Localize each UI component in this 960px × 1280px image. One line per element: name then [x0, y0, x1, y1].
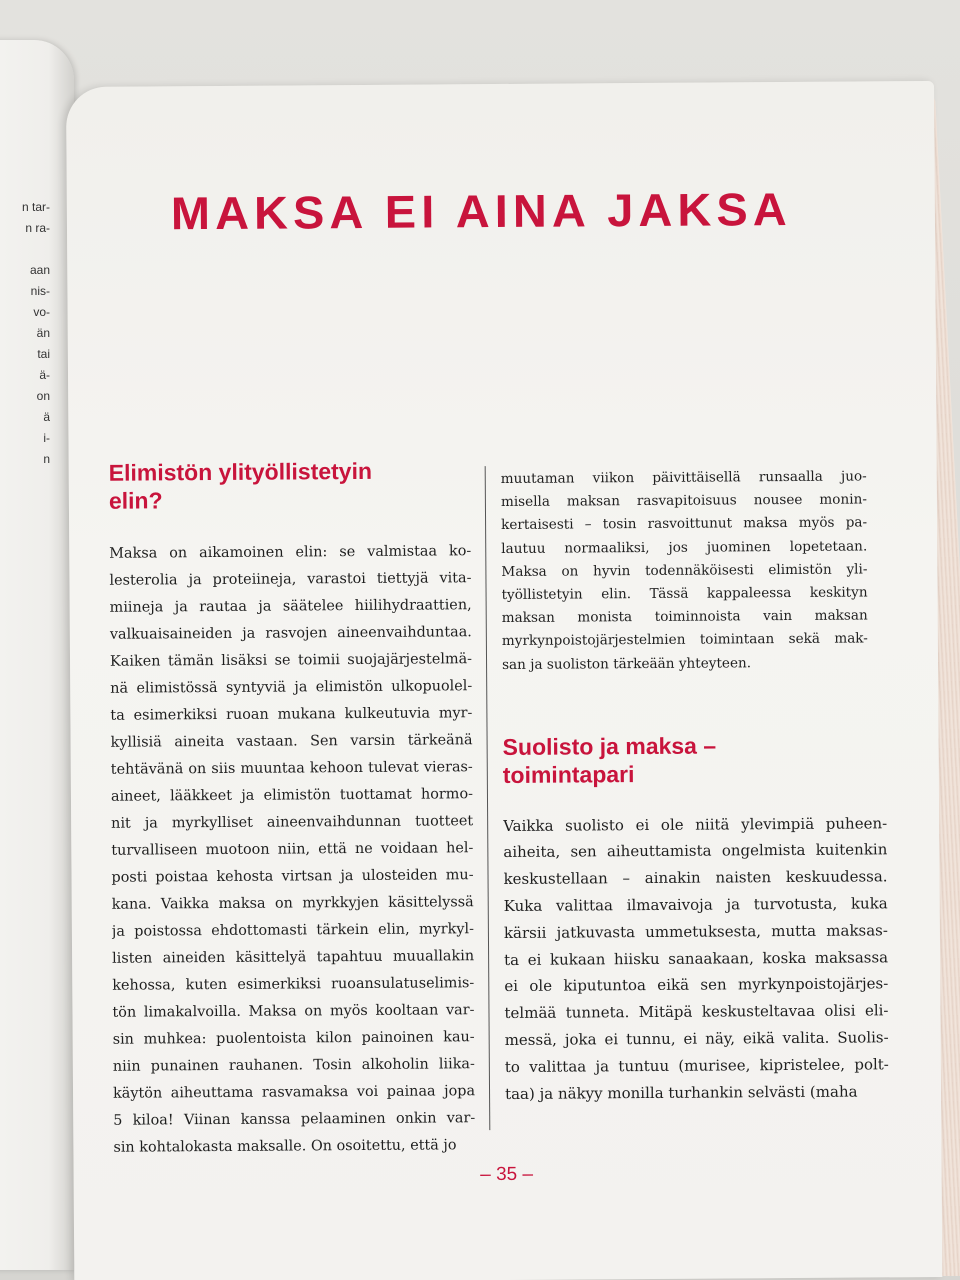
text-line: kärsii jatkuvasta ummetuksesta, mutta maksas-	[503, 921, 888, 942]
text-line: telmää tunneta. Mitäpä keskusteltavaa olisi eli-	[504, 1001, 889, 1023]
section-suolisto	[503, 730, 906, 1108]
left-page-fragment: i-	[43, 431, 50, 445]
left-page-fragment: tai	[37, 347, 50, 361]
left-page-edge	[0, 40, 74, 1270]
text-line: sin muhkea: puolentoista kilon painoinen kau-	[112, 1029, 475, 1048]
left-page-fragment: ä	[43, 410, 50, 424]
text-line: maksan monista toiminnoista vain maksan	[501, 607, 868, 627]
text-line: 5 kiloa! Viinan kanssa pelaaminen onkin var-	[113, 1110, 476, 1129]
page-number: – 35 –	[480, 1163, 534, 1186]
left-page-fragment: n ra-	[25, 221, 50, 235]
left-page-fragment	[0, 242, 50, 263]
text-line: Kuka valittaa ilmavaivoja ja turvotusta, kuka	[503, 894, 888, 916]
text-line: ta ei kukaan hiisku sanaakaan, koska maksassa	[504, 947, 889, 969]
right-column	[501, 465, 905, 1107]
text-line: lautuu normaaliksi, jos juominen lopetetaan.	[501, 538, 868, 557]
text-line: tehtävänä on siis muuntaa kehoon tulevat vieras-	[110, 759, 473, 778]
section-heading-suolisto	[503, 730, 903, 789]
left-page-fragment: än	[36, 326, 50, 340]
left-page-fragment: nis-	[30, 284, 50, 298]
chapter-title: MAKSA EI AINA JAKSA	[170, 182, 792, 240]
text-line: miineja ja rautaa ja säätelee hiilihydraattien,	[109, 597, 472, 616]
text-line: listen aineiden käsittelyä tapahtuu muuallakin	[112, 948, 475, 967]
section-body	[503, 810, 905, 1108]
text-line: messä, joka ei tunnu, ei näy, eikä valita. Suolis-	[504, 1028, 889, 1050]
text-line: valkuaisaineiden ja rasvojen aineenvaihduntaa.	[109, 624, 472, 643]
left-column	[109, 456, 494, 1162]
text-line: kyllisiä aineita vastaan. Sen varsin tärkeänä	[110, 732, 473, 751]
text-line: ta esimerkiksi ruoan mukana kulkeutuvia myr-	[110, 705, 473, 724]
left-page-fragment: n	[43, 452, 50, 466]
text-line: myrkynpoistojärjestelmien toimintaan sekä mak-	[501, 630, 868, 650]
section-body-continued	[501, 465, 902, 676]
text-line: Kaiken tämän lisäksi se toimii suojajärjestelmä-	[109, 651, 473, 670]
left-page-text-fragments	[0, 200, 50, 473]
left-page-fragment: vo-	[33, 305, 50, 319]
text-line: keskustellaan – ainakin naisten keskuudessa.	[503, 867, 888, 889]
text-line: nä elimistössä syntyviä ja elimistön ulkopuolel-	[110, 678, 473, 697]
text-line: sin kohtalokasta maksalle. On osoitettu, että jo	[113, 1137, 457, 1156]
text-line: kertaisesti – tosin rasvoittunut maksa myös pa-	[501, 514, 868, 534]
left-page-fragment: aan	[29, 263, 50, 277]
text-line: tön limakalvoilla. Maksa on myös kooltaan var-	[112, 1002, 475, 1021]
heading-line: Elimistön ylityöllistetyin	[108, 457, 373, 486]
heading-line: elin?	[108, 487, 163, 514]
text-line: aiheita, sen aiheuttamista ongelmista kuitenkin	[503, 840, 888, 862]
text-line: to valittaa ja tuntuu (murisee, kipristelee, polt-	[504, 1055, 889, 1076]
text-line: Vaikka suolisto ei ole niitä ylevimpiä puheen-	[503, 814, 888, 835]
text-line: muutaman viikon päivittäisellä runsaalla juo-	[500, 468, 867, 488]
text-line: san ja suoliston tärkeään yhteyteen.	[501, 654, 752, 673]
section-heading-elimiston	[109, 456, 489, 515]
heading-line: toimintapari	[502, 760, 635, 788]
text-line: Maksa on hyvin todennäköisesti elimistön yli-	[501, 561, 868, 580]
section-body	[109, 538, 493, 1162]
text-line: lesterolia ja proteiineja, varastoi tiettyjä vita-	[109, 570, 472, 589]
text-line: turvalliseen muotoon niin, että ne voidaan hel-	[111, 840, 474, 859]
text-line: työllistetyin elin. Tässä kappaleessa keskityn	[501, 584, 868, 603]
text-line: käytön aiheuttama rasvamaksa voi painaa jopa	[112, 1083, 476, 1102]
text-line: nit ja myrkylliset aineenvaihdunnan tuotteet	[111, 813, 474, 832]
text-line: ei ole kiputuntoa eikä sen myrkynpoistojärjes-	[504, 974, 889, 996]
left-page-fragment: ä-	[39, 368, 50, 382]
left-page-fragment: on	[36, 389, 50, 403]
text-line: taa) ja näkyy monilla turhankin selvästi (maha	[504, 1082, 858, 1103]
text-line: Maksa on aikamoinen elin: se valmistaa ko-	[109, 543, 472, 562]
text-line: posti poistaa kehosta virtsan ja ulosteiden mu-	[111, 867, 474, 886]
text-line: misella maksan rasvapitoisuus nousee monin-	[500, 491, 867, 511]
text-line: ja poistossa ehdottomasti tärkein elin, myrkyl-	[111, 921, 474, 940]
right-page	[66, 81, 942, 1280]
heading-line: Suolisto ja maksa –	[502, 732, 717, 760]
text-line: niin punainen rauhanen. Tosin alkoholin liika-	[112, 1056, 475, 1075]
text-line: kana. Vaikka maksa on myrkkyjen käsittelyssä	[111, 894, 474, 913]
text-line: kehossa, kuten esimerkiksi ruoansulatuselimis-	[112, 975, 475, 994]
left-page-fragment: n tar-	[21, 200, 50, 214]
text-line: aineet, lääkkeet ja elimistön tuottamat hormo-	[110, 786, 474, 805]
